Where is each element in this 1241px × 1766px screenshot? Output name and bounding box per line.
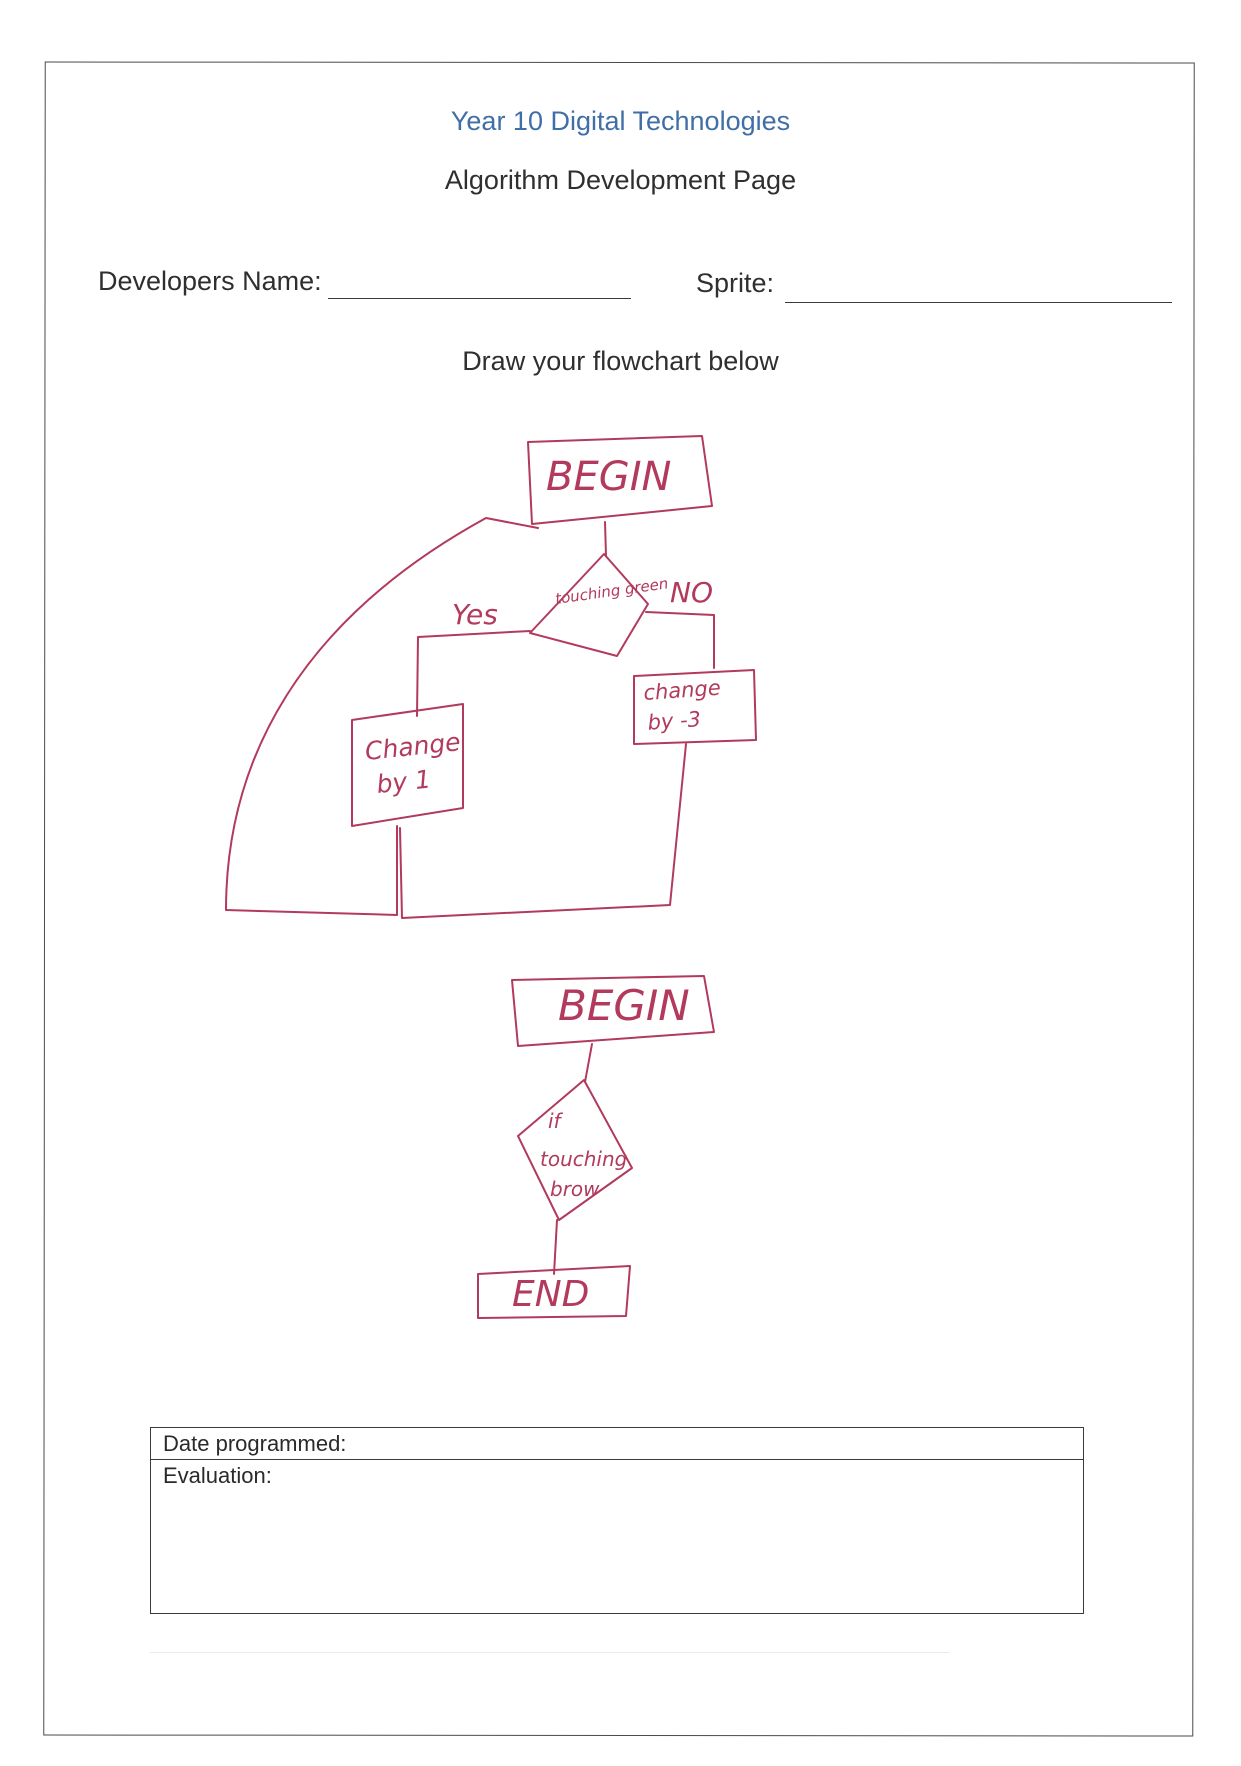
connector-decision-end bbox=[554, 1220, 557, 1274]
evaluation-table bbox=[150, 1427, 1084, 1614]
flowchart-two bbox=[478, 976, 714, 1318]
end-label: END bbox=[512, 1274, 590, 1315]
evaluation-field[interactable] bbox=[151, 1462, 1083, 1612]
evaluation-label: Evaluation: bbox=[163, 1463, 272, 1488]
connector-begin-decision bbox=[605, 522, 606, 556]
date-programmed-row[interactable] bbox=[151, 1428, 1083, 1460]
scan-artifact-line bbox=[150, 1652, 950, 1653]
change-by-minus-three-label: change by -3 bbox=[642, 675, 722, 735]
begin-label: BEGIN bbox=[546, 454, 672, 500]
no-loop-line bbox=[400, 744, 686, 918]
change-by-one-label: Change by 1 bbox=[363, 727, 462, 799]
flowchart-instruction: Draw your flowchart below bbox=[462, 346, 779, 376]
connector-begin-two-decision bbox=[585, 1044, 592, 1082]
yes-connector bbox=[417, 631, 530, 716]
decision-two-label: if touching brow bbox=[540, 1109, 628, 1201]
flowchart-one bbox=[226, 436, 756, 918]
decision-diamond bbox=[530, 554, 648, 656]
developer-name-label: Developers Name: bbox=[98, 266, 322, 296]
no-label: NO bbox=[670, 576, 713, 609]
page-subtitle: Algorithm Development Page bbox=[444, 165, 797, 195]
no-connector bbox=[646, 612, 714, 668]
begin-label-two: BEGIN bbox=[558, 981, 690, 1030]
page-title: Year 10 Digital Technologies bbox=[450, 106, 791, 136]
yes-label: Yes bbox=[452, 598, 498, 631]
date-programmed-label: Date programmed: bbox=[163, 1431, 347, 1456]
decision-label: touching green bbox=[554, 574, 670, 608]
sprite-label: Sprite: bbox=[696, 268, 775, 298]
